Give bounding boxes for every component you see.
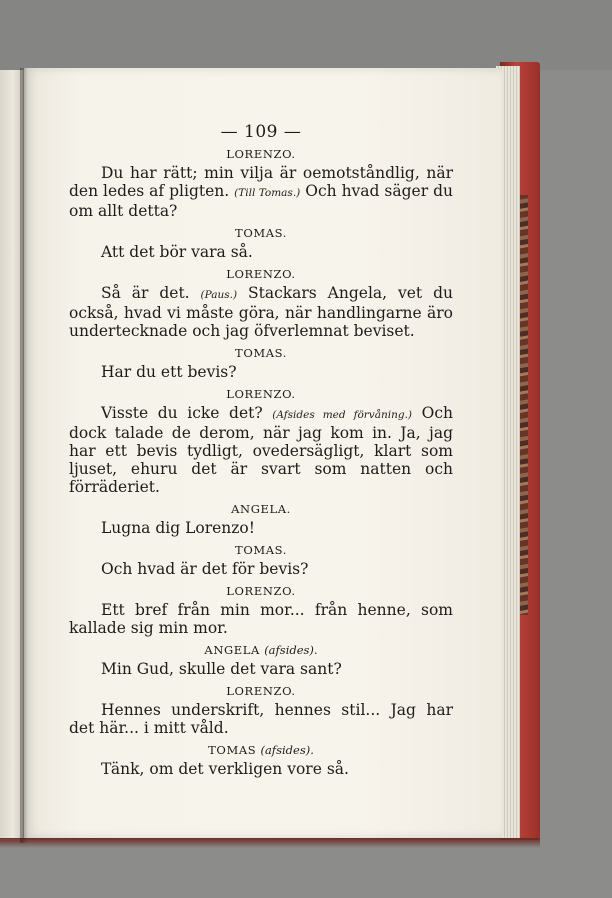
speech-text: Du har rätt; min vilja är oemotståndlig, när den ledes af pligten. (Till Tomas.) Och hvad säger du om allt detta? <box>69 164 453 220</box>
speech-text: Att det bör vara så. <box>101 243 253 261</box>
speaker-name: TOMAS. <box>235 226 287 240</box>
spine-shadow <box>20 68 28 843</box>
speech-text: Har du ett bevis? <box>101 363 237 381</box>
page-text <box>69 122 453 781</box>
speaker-name: LORENZO. <box>226 267 296 281</box>
speech-text: Hennes underskrift, hennes stil... Jag har det här... i mitt våld. <box>69 701 453 737</box>
speaker-direction: (afsides). <box>260 743 314 757</box>
stage-direction: (Paus.) <box>200 289 238 301</box>
page-number: — 109 — <box>220 122 302 142</box>
speaker-name: LORENZO. <box>226 387 296 401</box>
speaker-direction: (afsides). <box>264 643 318 657</box>
book-page <box>24 68 502 838</box>
speaker-name: LORENZO. <box>226 584 296 598</box>
stage-direction: (Afsides med förvåning.) <box>272 409 413 421</box>
speech-text: Lugna dig Lorenzo! <box>101 519 255 537</box>
speaker-name: TOMAS (afsides). <box>208 743 314 757</box>
speaker-name: LORENZO. <box>226 684 296 698</box>
speaker-name: TOMAS. <box>235 346 287 360</box>
speaker-name: LORENZO. <box>226 147 296 161</box>
speech-text: Så är det. (Paus.) Stackars Angela, vet du också, hvad vi måste göra, när handlingarne äro undertecknade och jag öfverlemnat beviset. <box>69 284 453 340</box>
stage-direction: (Till Tomas.) <box>234 187 301 199</box>
speech-text: Visste du icke det? (Afsides med förvåning.) Och dock talade de derom, när jag kom in. Ja, jag har ett bevis tydligt, ovedersägligt, klart som ljuset, ehuru det är svart som natten och förräderiet. <box>69 404 453 496</box>
speech-text: Ett bref från min mor... från henne, som kallade sig min mor. <box>69 601 453 637</box>
backdrop <box>0 0 612 70</box>
speech-text: Tänk, om det verkligen vore så. <box>101 760 349 778</box>
speaker-name: ANGELA (afsides). <box>204 643 318 657</box>
speaker-name: ANGELA. <box>231 502 291 516</box>
speaker-name: TOMAS. <box>235 543 287 557</box>
speech-text: Och hvad är det för bevis? <box>101 560 309 578</box>
cover-bottom-edge <box>0 838 540 848</box>
speech-text: Min Gud, skulle det vara sant? <box>101 660 342 678</box>
